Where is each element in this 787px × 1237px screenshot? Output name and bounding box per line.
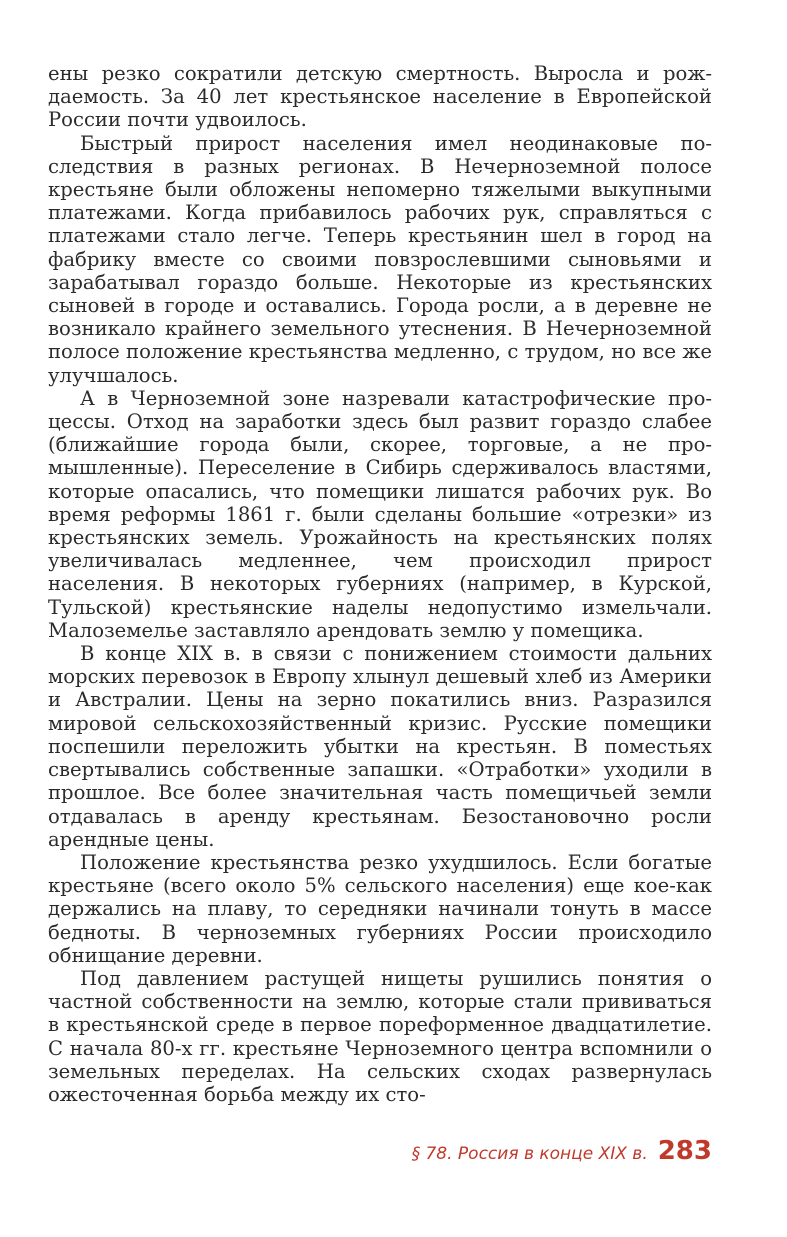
page-body <box>48 62 712 1106</box>
paragraph-population-growth: Быстрый прирост населения имел неодинаковые последствия в разных регионах. В Нечерноземной полосе крестьяне были обложены непомерно тяжелыми выкупными платежами. Когда прибавилось рабочих рук, справляться с платежами стало легче. Теперь крестьянин шел в город на фабрику вместе со своими повзрослевшими сыновьями и зарабатывал гораздо больше. Некоторые из крестьянских сыновей в городе и оставались. Города росли, а в деревне не возникало крайнего земельного утеснения. В Нечерноземной полосе положение крестьянства медленно, с трудом, но все же улучшалось. <box>48 131 712 387</box>
paragraph-land-redistribution: Под давлением растущей нищеты рушились понятия о частной собственности на землю, которые стали прививаться в крестьянской среде в первое пореформенное двадцатилетие. С начала 80-х гг. крестьяне Черноземного центра вспомнили о земельных переделах. На сельских сходах развернулась ожесточенная борьба между их сто- <box>48 966 712 1106</box>
running-head: § 78. Россия в конце XIX в. <box>411 1144 648 1164</box>
page-number: 283 <box>657 1136 712 1166</box>
paragraph-continuation: ены резко сократили детскую смертность. Выросла и рождаемость. За 40 лет крестьянское население в Европейской России почти удвоилось. <box>48 62 712 132</box>
paragraph-black-earth-zone: А в Черноземной зоне назревали катастрофические процессы. Отход на заработки здесь был развит гораздо слабее (ближайшие города были, скорее, торговые, а не промышленные). Переселение в Сибирь сдерживалось властями, которые опасались, что помещики лишатся рабочих рук. Во время реформы 1861 г. были сделаны большие «отрезки» из крестьянских земель. Урожайность на крестьянских полях увеличивалась медленнее, чем происходил прирост населения. В некоторых губерниях (например, в Курской, Тульской) крестьянские наделы недопустимо измельчали. Малоземелье заставляло арендовать землю у помещика. <box>48 386 712 642</box>
page-footer <box>48 1136 712 1166</box>
paragraph-peasant-situation: Положение крестьянства резко ухудшилось. Если богатые крестьяне (всего около 5% сельского населения) еще кое-как держались на плаву, то середняки начинали тонуть в массе бедноты. В черноземных губерниях России происходило обнищание деревни. <box>48 850 712 967</box>
paragraph-agricultural-crisis: В конце XIX в. в связи с понижением стоимости дальних морских перевозок в Европу хлынул дешевый хлеб из Америки и Австралии. Цены на зерно покатились вниз. Разразился мировой сельскохозяйственный кризис. Русские помещики поспешили переложить убытки на крестьян. В поместьях свертывались собственные запашки. «Отработки» уходили в прошлое. Все более значительная часть помещичьей земли отдавалась в аренду крестьянам. Безостановочно росли арендные цены. <box>48 642 712 851</box>
